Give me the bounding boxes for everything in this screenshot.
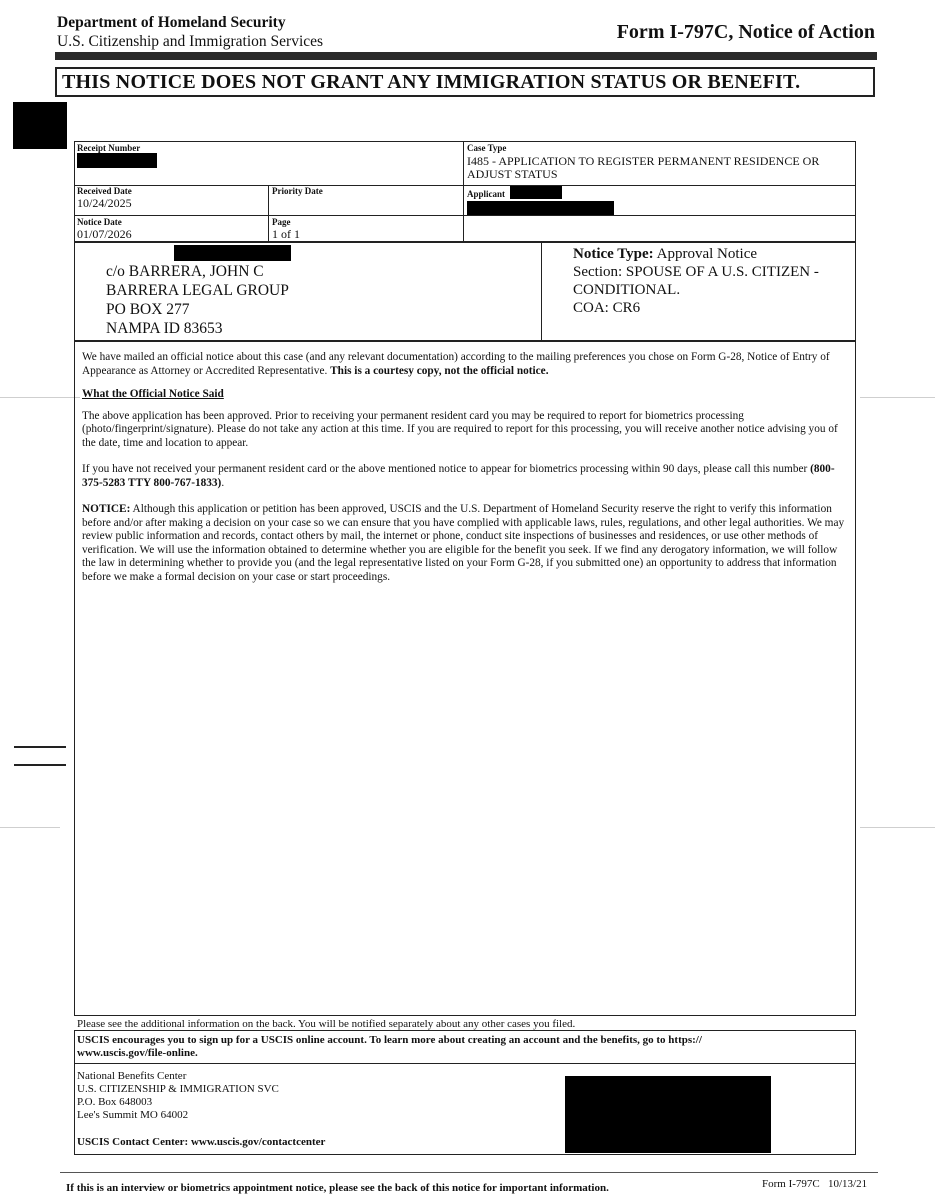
scan-artifact	[0, 827, 60, 828]
agency-subname: U.S. Citizenship and Immigration Services	[57, 33, 324, 50]
applicant-redacted	[467, 201, 614, 215]
section-line: CONDITIONAL.	[573, 282, 681, 298]
barcode-redacted	[565, 1076, 771, 1153]
bottom-note: If this is an interview or biometrics appointment notice, please see the back of this notice for important information.	[66, 1182, 609, 1194]
applicant-label: Applicant	[467, 189, 506, 199]
received-date-label: Received Date	[77, 186, 132, 196]
grid-divider	[268, 185, 269, 243]
contact-text: If you have not received your permanent resident card or the above mentioned notice to appear for biometrics processing within 90 days, please call this number	[82, 463, 808, 475]
additional-info-line: Please see the additional information on the back. You will be notified separately about any other cases you filed.	[77, 1018, 576, 1030]
notice-paragraph	[82, 503, 848, 584]
form-date: 10/13/21	[828, 1178, 868, 1190]
courtesy-text: We have mailed an official notice about this case (and any relevant documentation) according to the mailing preferences you chose on Form G-28, Notice of Entry of Appearance as Attorney or Accredited Representative.	[82, 351, 830, 377]
contact-center-line[interactable]: USCIS Contact Center: www.uscis.gov/contactcenter	[77, 1136, 326, 1148]
received-date-value: 10/24/2025	[77, 196, 132, 210]
status-banner: THIS NOTICE DOES NOT GRANT ANY IMMIGRATION STATUS OR BENEFIT.	[55, 67, 875, 97]
office-address	[77, 1070, 279, 1122]
scan-artifact	[0, 397, 80, 398]
redaction-block	[13, 102, 67, 149]
receipt-number-redacted	[77, 153, 157, 168]
scan-artifact	[860, 397, 935, 398]
courtesy-paragraph	[82, 351, 848, 378]
applicant-redacted	[510, 186, 562, 199]
section-heading: What the Official Notice Said	[82, 388, 224, 400]
address-line: PO BOX 277	[106, 301, 190, 318]
notice-text: Although this application or petition has been approved, USCIS and the U.S. Department of Homeland Security reserve the right to verify this information before and/or after making a decision on your case so we can ensure that you have complied with applicable laws, rules, regulations, and other legal authorities. We may review public information and records, contact others by mail, the internet or phone, conduct site inspections of businesses and residences, or use other methods of verification. We will use the information obtained to determine whether you are eligible for the benefit you seek. If we find any derogatory information, we will follow the law in determining whether to provide you (and the legal representative listed on your Form G-28, if you submitted one) an opportunity to address that information before we make a formal decision on your case or start proceedings.	[82, 503, 845, 583]
notice-date-value: 01/07/2026	[77, 227, 132, 241]
grid-divider	[463, 141, 464, 243]
mailing-address	[106, 262, 289, 338]
office-line: National Benefits Center	[77, 1070, 187, 1082]
office-line: U.S. CITIZENSHIP & IMMIGRATION SVC	[77, 1083, 279, 1095]
courtesy-bold: This is a courtesy copy, not the official notice.	[330, 364, 549, 377]
notice-type-value: Approval Notice	[656, 246, 758, 262]
agency-header	[57, 13, 323, 51]
agency-name: Department of Homeland Security	[57, 14, 286, 31]
notice-body	[82, 351, 848, 584]
notice-label: NOTICE:	[82, 503, 131, 515]
header-rule	[55, 52, 877, 60]
coa-line: COA: CR6	[573, 300, 641, 316]
notice-type-block	[573, 245, 819, 317]
scan-artifact	[860, 827, 935, 828]
contact-phone: (800-375-5283 TTY 800-767-1833)	[82, 463, 835, 489]
page-label: Page	[272, 217, 291, 227]
priority-date-label: Priority Date	[272, 186, 323, 196]
recipient-name-redacted	[174, 245, 291, 261]
case-type-value: I485 - APPLICATION TO REGISTER PERMANENT RESIDENCE OR ADJUST STATUS	[467, 154, 820, 181]
form-title: Form I-797C, Notice of Action	[616, 21, 875, 43]
online-account-link[interactable]: www.uscis.gov/file-online.	[77, 1047, 198, 1059]
form-id: Form I-797C	[762, 1178, 820, 1190]
contact-paragraph	[82, 463, 848, 490]
case-type-label: Case Type	[467, 143, 507, 153]
approval-paragraph: The above application has been approved. Prior to receiving your permanent resident card you may be required to report for biometrics processing (photo/fingerprint/signature). Please do not take any action at this time. If you are required to report for this processing, you will receive another notice advising you of the date, time and location to appear.	[82, 409, 838, 449]
address-divider	[541, 241, 542, 341]
contact-end: .	[221, 476, 225, 489]
notice-date-label: Notice Date	[77, 217, 122, 227]
notice-type-label: Notice Type:	[573, 246, 654, 262]
receipt-number-label: Receipt Number	[77, 143, 141, 153]
office-line: Lee's Summit MO 64002	[77, 1109, 189, 1121]
address-line: BARRERA LEGAL GROUP	[106, 282, 289, 299]
margin-mark	[14, 746, 66, 748]
office-line: P.O. Box 648003	[77, 1096, 153, 1108]
form-edition	[762, 1178, 867, 1191]
bottom-rule	[60, 1172, 878, 1173]
section-line: Section: SPOUSE OF A U.S. CITIZEN -	[573, 264, 819, 280]
grid-divider	[74, 185, 856, 186]
address-line: c/o BARRERA, JOHN C	[106, 263, 264, 280]
online-account-line: USCIS encourages you to sign up for a USCIS online account. To learn more about creating an account and the benefits, go to https://	[77, 1034, 702, 1046]
address-line: NAMPA ID 83653	[106, 320, 223, 337]
margin-mark	[14, 764, 66, 766]
grid-divider	[74, 215, 856, 216]
page-value: 1 of 1	[272, 227, 300, 241]
